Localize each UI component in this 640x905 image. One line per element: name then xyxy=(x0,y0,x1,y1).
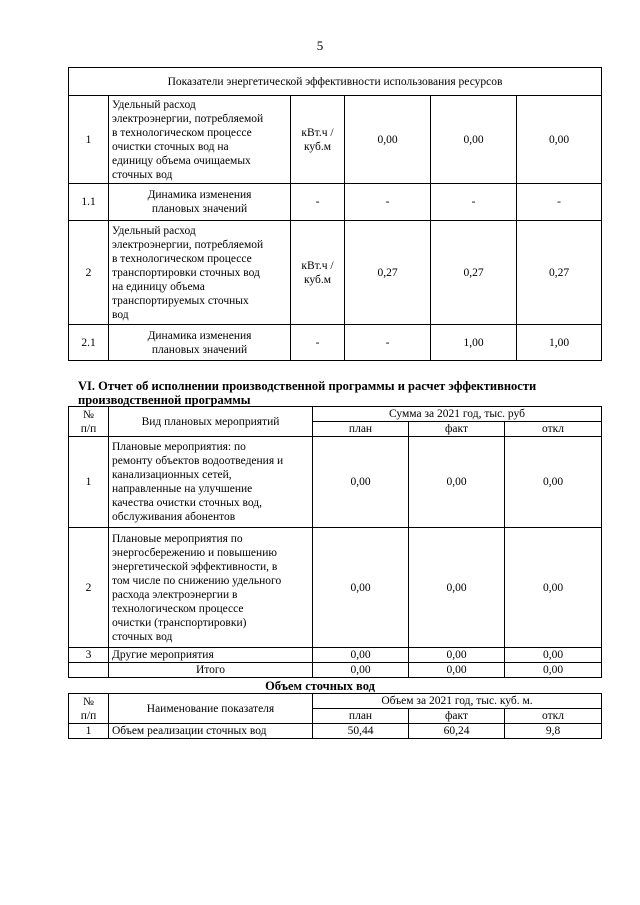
program-execution-table xyxy=(68,406,602,678)
value-cell: 0,00 xyxy=(431,96,517,184)
col-header-plan: план xyxy=(313,422,409,437)
empty-cell xyxy=(69,663,109,678)
value-cell: 0,00 xyxy=(517,96,602,184)
row-number: 3 xyxy=(69,648,109,663)
table-row xyxy=(69,437,602,528)
table-header: Показатели энергетической эффективности использования ресурсов xyxy=(69,68,602,96)
row-number: 2 xyxy=(69,528,109,648)
plan-value: 0,00 xyxy=(313,648,409,663)
fact-value: 0,00 xyxy=(409,528,505,648)
deviation-total: 0,00 xyxy=(505,663,602,678)
indicator-name: Удельный расход электроэнергии, потребляемой в технологическом процессе транспортировки сточных вод на единицу объема транспортируемых сточных вод xyxy=(109,221,291,325)
unit: кВт.ч / куб.м xyxy=(291,96,345,184)
energy-efficiency-table xyxy=(68,67,602,361)
page-number: 5 xyxy=(316,38,324,53)
unit: кВт.ч / куб.м xyxy=(291,221,345,325)
indicator-name: Динамика изменения плановых значений xyxy=(109,184,291,221)
col-header-deviation: откл xyxy=(505,422,602,437)
value-cell: 0,00 xyxy=(345,96,431,184)
fact-value: 0,00 xyxy=(409,437,505,528)
plan-total: 0,00 xyxy=(313,663,409,678)
row-number: 2.1 xyxy=(69,325,109,361)
fact-value: 0,00 xyxy=(409,648,505,663)
col-header-volume: Объем за 2021 год, тыс. куб. м. xyxy=(313,694,602,709)
value-cell: 1,00 xyxy=(517,325,602,361)
row-number: 2 xyxy=(69,221,109,325)
total-label: Итого xyxy=(109,663,313,678)
value-cell: - xyxy=(431,184,517,221)
indicator-name: Удельный расход электроэнергии, потребляемой в технологическом процессе очистки сточных вод на единицу объема очищаемых сточных вод xyxy=(109,96,291,184)
col-header-plan: план xyxy=(313,709,409,724)
plan-value: 50,44 xyxy=(313,724,409,739)
table-row xyxy=(69,221,602,325)
row-number: 1.1 xyxy=(69,184,109,221)
deviation-value: 9,8 xyxy=(505,724,602,739)
col-header-fact: факт xyxy=(409,422,505,437)
col-header-name: Наименование показателя xyxy=(109,694,313,724)
table-row xyxy=(69,325,602,361)
value-cell: 0,27 xyxy=(345,221,431,325)
unit: - xyxy=(291,184,345,221)
value-cell: 1,00 xyxy=(431,325,517,361)
table-row xyxy=(69,528,602,648)
deviation-value: 0,00 xyxy=(505,528,602,648)
section-title: VI. Отчет об исполнении производственной программы и расчет эффективности производственной программы xyxy=(78,379,537,407)
value-cell: 0,27 xyxy=(517,221,602,325)
col-header-deviation: откл xyxy=(505,709,602,724)
fact-value: 60,24 xyxy=(409,724,505,739)
col-header-sum: Сумма за 2021 год, тыс. руб xyxy=(313,407,602,422)
total-row xyxy=(69,663,602,678)
row-number: 1 xyxy=(69,96,109,184)
fact-total: 0,00 xyxy=(409,663,505,678)
deviation-value: 0,00 xyxy=(505,648,602,663)
col-header-number: № п/п xyxy=(69,694,109,724)
table-header-row xyxy=(69,694,602,709)
table-row xyxy=(69,184,602,221)
table-header-row xyxy=(69,407,602,422)
unit: - xyxy=(291,325,345,361)
table-header-row xyxy=(69,68,602,96)
col-header-number: № п/п xyxy=(69,407,109,437)
row-number: 1 xyxy=(69,724,109,739)
activity-name: Плановые мероприятия по энергосбережению и повышению энергетической эффективности, в том числе по снижению удельного расхода электроэнергии в технологическом процессе очистки (транспортировки) сточных вод xyxy=(109,528,313,648)
activity-name: Плановые мероприятия: по ремонту объектов водоотведения и канализационных сетей, направленные на улучшение качества очистки сточных вод, обслуживания абонентов xyxy=(109,437,313,528)
plan-value: 0,00 xyxy=(313,437,409,528)
indicator-name: Объем реализации сточных вод xyxy=(109,724,313,739)
table-row xyxy=(69,96,602,184)
table-row xyxy=(69,648,602,663)
wastewater-volume-title: Объем сточных вод xyxy=(265,679,375,693)
col-header-name: Вид плановых мероприятий xyxy=(109,407,313,437)
indicator-name: Динамика изменения плановых значений xyxy=(109,325,291,361)
value-cell: - xyxy=(345,325,431,361)
wastewater-volume-table xyxy=(68,693,602,739)
row-number: 1 xyxy=(69,437,109,528)
value-cell: - xyxy=(517,184,602,221)
value-cell: - xyxy=(345,184,431,221)
col-header-fact: факт xyxy=(409,709,505,724)
table-row xyxy=(69,724,602,739)
value-cell: 0,27 xyxy=(431,221,517,325)
deviation-value: 0,00 xyxy=(505,437,602,528)
plan-value: 0,00 xyxy=(313,528,409,648)
activity-name: Другие мероприятия xyxy=(109,648,313,663)
